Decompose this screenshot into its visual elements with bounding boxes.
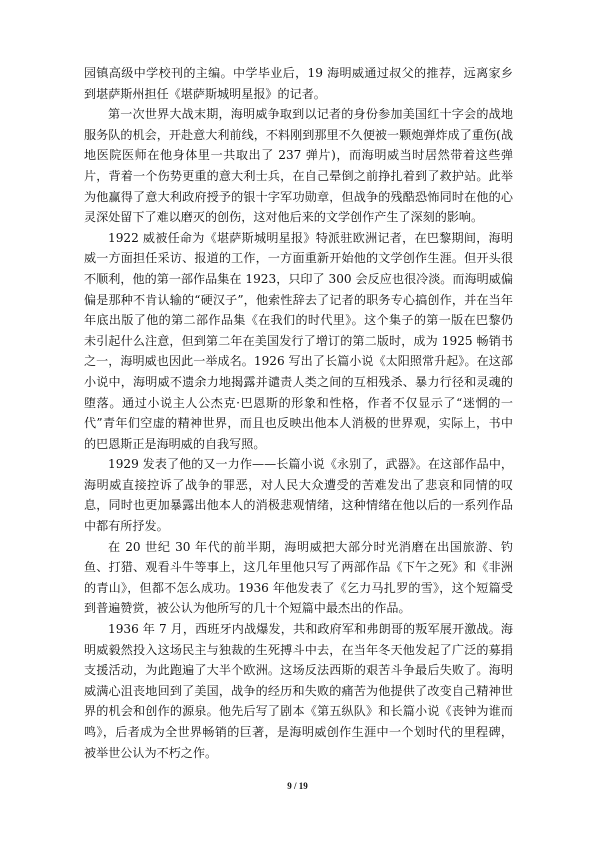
paragraph-3: 1922 威被任命为《堪萨斯城明星报》特派驻欧洲记者，在巴黎期间，海明威一方面担任采访、报道的工作，一方面重新开始他的文学创作生涯。但开头很不顺利，他的第一部作品集在 1923，只印了 300 会反应也很冷淡。而海明威偏偏是那种不肯认输的“硬汉子”，他索性辞去了记者的职务专心搞创作，并在当年年底出版了他的第二部作品集《在我们的时代里》。这个集子的第一版在巴黎仍未引起什么注意，但到第二年在美国发行了增订的第二版时，成为 1925 畅销书之一，海明威也因此一举成名。1926 写出了长篇小说《太阳照常升起》。在这部小说中，海明威不遗余力地揭露并谴责人类之间的互相残杀、暴力行径和灵魂的堕落。通过小说主人公杰克·巴恩斯的形象和性格，作者不仅显示了“迷惘的一代”青年们空虚的精神世界，而且也反映出他本人消极的世界观，实际上，书中的巴恩斯正是海明威的自我写照。 xyxy=(84,230,513,451)
paragraph-4: 1929 发表了他的又一力作——长篇小说《永别了，武器》。在这部作品中，海明威直接控诉了战争的罪恶，对人民大众遭受的苦难发出了悲哀和同情的叹息，同时也更加暴露出他本人的消极悲观情绪，这种情绪在他以后的一系列作品中都有所抒发。 xyxy=(84,457,513,534)
paragraph-1: 园镇高级中学校刊的主编。中学毕业后，19 海明威通过叔父的推荐，远离家乡到堪萨斯州担任《堪萨斯城明星报》的记者。 xyxy=(84,66,513,101)
body-text xyxy=(84,63,513,763)
page-number: 9 / 19 xyxy=(287,781,308,791)
paragraph-6: 1936 年 7 月，西班牙内战爆发，共和政府军和弗朗哥的叛军展开激战。海明威毅然投入这场民主与独裁的生死搏斗中去，在当年冬天他发起了广泛的募捐支援活动，为此跑遍了大半个欧洲。这场反法西斯的艰苦斗争最后失败了。海明威满心沮丧地回到了美国，战争的经历和失败的痛苦为他提供了改变自己精神世界的机会和创作的源泉。他先后写了剧本《第五纵队》和长篇小说《丧钟为谁而鸣》，后者成为全世界畅销的巨著，是海明威创作生涯中一个划时代的里程碑，被举世公认为不朽之作。 xyxy=(84,622,513,760)
paragraph-5: 在 20 世纪 30 年代的前半期，海明威把大部分时光消磨在出国旅游、钓鱼、打猎、观看斗牛等事上，这几年里他只写了两部作品《下午之死》和《非洲的青山》，但都不怎么成功。1936 年他发表了《乞力马扎罗的雪》，这个短篇受到普遍赞赏，被公认为他所写的几十个短篇中最杰出的作品。 xyxy=(84,539,513,616)
paragraph-2: 第一次世界大战末期，海明威争取到以记者的身份参加美国红十字会的战地服务队的机会，开赴意大利前线，不料刚到那里不久便被一颗炮弹炸成了重伤(战地医院医师在他身体里一共取出了 237 弹片)，而海明威当时居然带着这些弹片，背着一个伤势更重的意大利士兵，在自己晕倒之前挣扎着到了救护站。此举为他赢得了意大利政府授予的银十字军功勋章，但战争的残酷恐怖同时在他的心灵深处留下了难以磨灭的创伤，这对他后来的文学创作产生了深刻的影响。 xyxy=(84,107,513,225)
